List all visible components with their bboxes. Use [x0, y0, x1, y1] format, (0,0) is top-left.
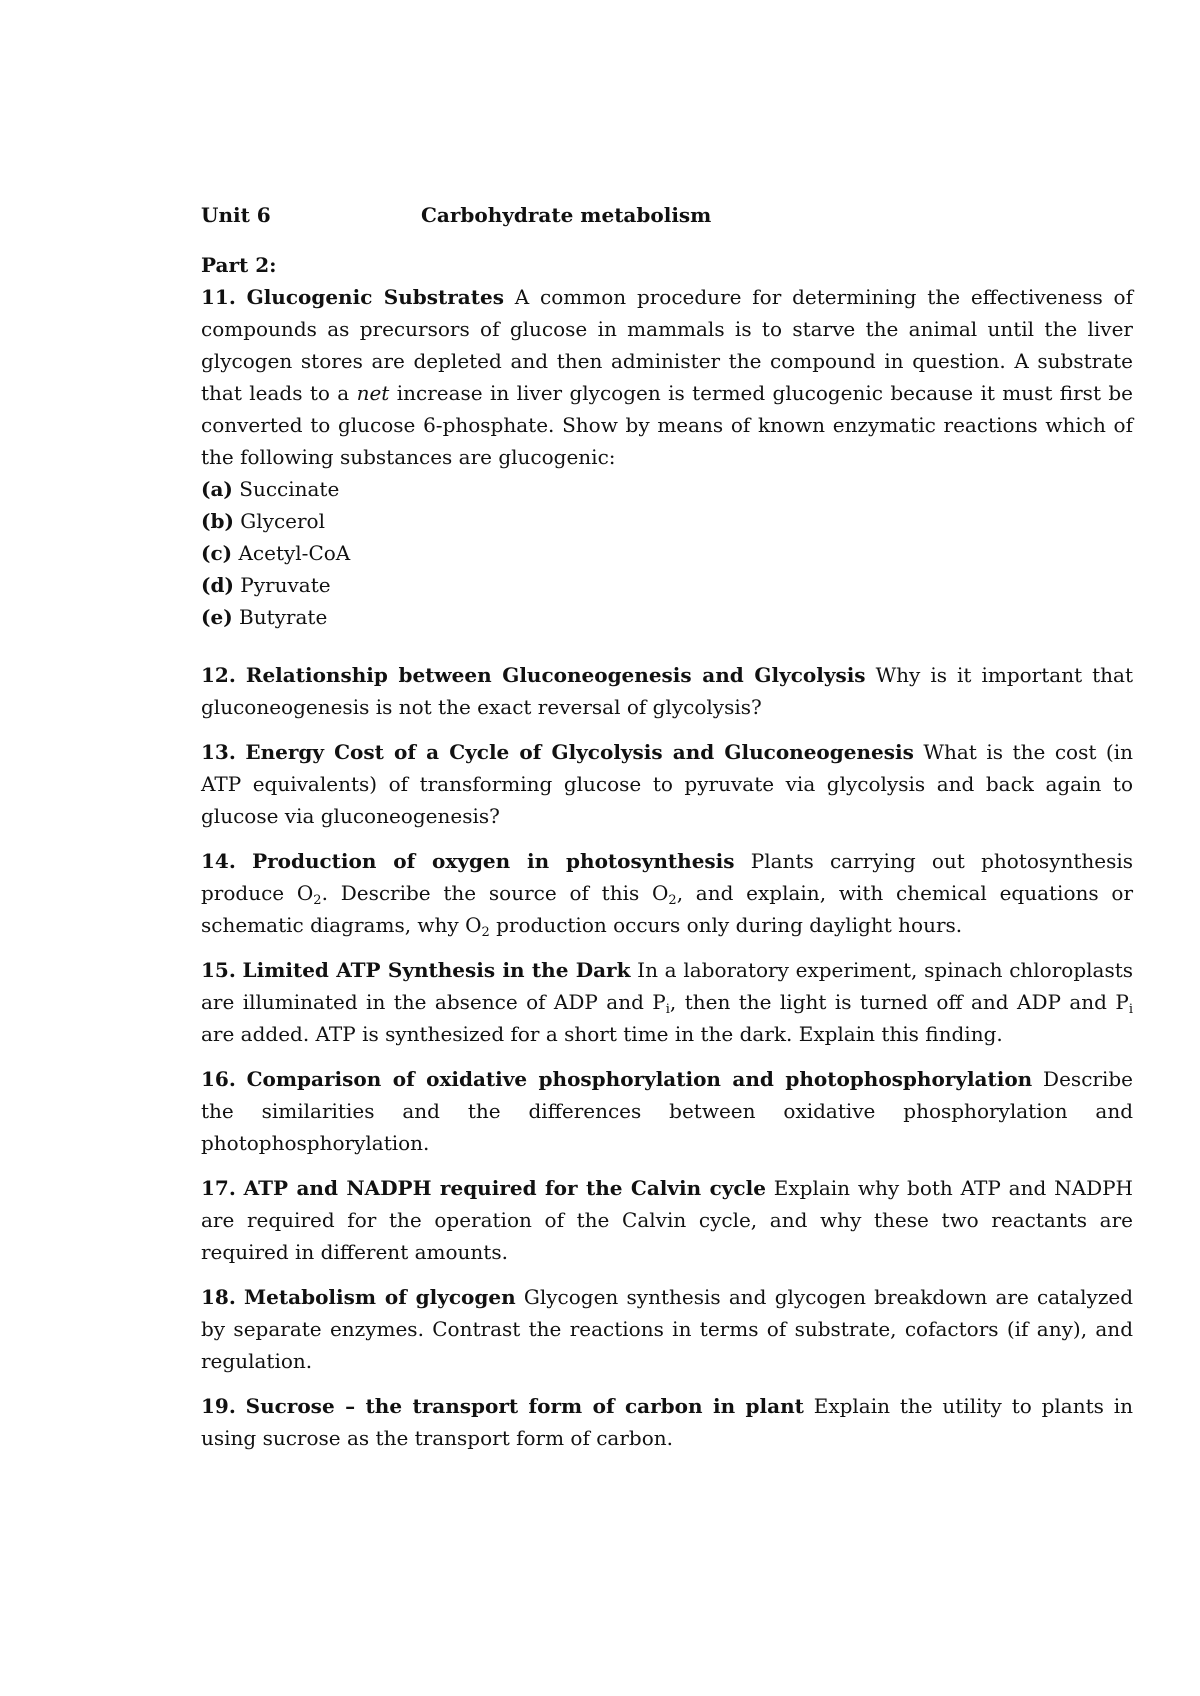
- question-14: [201, 845, 1133, 941]
- question-15-heading: Limited ATP Synthesis in the Dark: [242, 958, 631, 982]
- question-11-number: 11.: [201, 285, 236, 309]
- question-18-heading: Metabolism of glycogen: [244, 1285, 516, 1309]
- question-13-number: 13.: [201, 740, 236, 764]
- option-e-letter: (e): [201, 605, 233, 629]
- option-b-letter: (b): [201, 509, 234, 533]
- option-d-text: Pyruvate: [233, 573, 331, 597]
- unit-title: Carbohydrate metabolism: [421, 203, 712, 227]
- question-14-sub-2: 2: [668, 893, 677, 908]
- question-19-heading: Sucrose – the transport form of carbon in plant: [245, 1394, 804, 1418]
- question-12: [201, 659, 1133, 723]
- question-16-number: 16.: [201, 1067, 236, 1091]
- question-18-text: Glycogen synthesis and glycogen breakdown are catalyzed by separate enzymes. Contrast the reactions in terms of substrate, cofactors (if any), and regulation.: [201, 1285, 1134, 1373]
- question-14-sub-1: 2: [313, 893, 322, 908]
- question-15-text-a: In a laboratory experiment, spinach chloroplasts are illuminated in the absence of ADP and P: [201, 958, 1134, 1014]
- question-17: [201, 1172, 1133, 1268]
- option-a: [201, 473, 1133, 505]
- question-12-heading: Relationship between Gluconeogenesis and Glycolysis: [245, 663, 866, 687]
- question-19-text: Explain the utility to plants in using sucrose as the transport form of carbon.: [201, 1394, 1134, 1450]
- option-b-text: Glycerol: [233, 509, 325, 533]
- question-14-sub-3: 2: [481, 925, 490, 940]
- option-e: [201, 601, 1133, 633]
- question-14-text-d: production occurs only during daylight hours.: [489, 913, 963, 937]
- question-13-text: What is the cost (in ATP equivalents) of transforming glucose to pyruvate via glycolysis and back again to glucose via gluconeogenesis?: [201, 740, 1133, 828]
- document-page: [201, 199, 1133, 1454]
- question-11-text-b: increase in liver glycogen is termed glucogenic because it must first be converted to glucose 6-phosphate. Show by means of known enzymatic reactions which of the following substances are glucogenic:: [201, 381, 1133, 469]
- question-18-number: 18.: [201, 1285, 236, 1309]
- option-d-letter: (d): [201, 573, 234, 597]
- option-c-letter: (c): [201, 541, 233, 565]
- question-12-number: 12.: [201, 663, 236, 687]
- question-14-text-c: , and explain, with chemical equations or schematic diagrams, why O: [201, 881, 1133, 937]
- part-label: Part 2:: [201, 253, 277, 277]
- question-14-text-b: . Describe the source of this O: [321, 881, 669, 905]
- question-17-number: 17.: [201, 1176, 236, 1200]
- question-12-text: Why is it important that gluconeogenesis is not the exact reversal of glycolysis?: [201, 663, 1134, 719]
- question-11-options: [201, 473, 1133, 633]
- question-11-heading: Glucogenic Substrates: [246, 285, 504, 309]
- document-header: [201, 199, 1133, 231]
- option-a-letter: (a): [201, 477, 233, 501]
- unit-label: Unit 6: [201, 203, 271, 227]
- question-14-number: 14.: [201, 849, 236, 873]
- question-15-sub-1: i: [665, 1002, 670, 1017]
- question-15-text-c: are added. ATP is synthesized for a short time in the dark. Explain this finding.: [201, 1022, 1003, 1046]
- option-a-text: Succinate: [232, 477, 340, 501]
- question-16-text: Describe the similarities and the differences between oxidative phosphorylation and photophosphorylation.: [201, 1067, 1133, 1155]
- question-13: [201, 736, 1133, 832]
- question-19: [201, 1390, 1133, 1454]
- question-11-text-a: A common procedure for determining the effectiveness of compounds as precursors of glucose in mammals is to starve the animal until the liver glycogen stores are depleted and then administer the compound in question. A substrate that leads to a: [201, 285, 1133, 405]
- question-17-heading: ATP and NADPH required for the Calvin cycle: [243, 1176, 766, 1200]
- question-18: [201, 1281, 1133, 1377]
- question-11-text-italic: net: [356, 381, 390, 405]
- question-13-heading: Energy Cost of a Cycle of Glycolysis and Gluconeogenesis: [245, 740, 914, 764]
- option-d: [201, 569, 1133, 601]
- question-16: [201, 1063, 1133, 1159]
- option-b: [201, 505, 1133, 537]
- option-c-text: Acetyl-CoA: [232, 541, 351, 565]
- question-14-heading: Production of oxygen in photosynthesis: [252, 849, 735, 873]
- question-15-text-b: , then the light is turned off and ADP and P: [669, 990, 1129, 1014]
- question-15-number: 15.: [201, 958, 236, 982]
- option-c: [201, 537, 1133, 569]
- question-11: [201, 281, 1133, 473]
- question-17-text: Explain why both ATP and NADPH are required for the operation of the Calvin cycle, and why these two reactants are required in different amounts.: [201, 1176, 1134, 1264]
- option-e-text: Butyrate: [232, 605, 328, 629]
- question-15-sub-2: i: [1128, 1002, 1133, 1017]
- question-19-number: 19.: [201, 1394, 236, 1418]
- question-16-heading: Comparison of oxidative phosphorylation and photophosphorylation: [246, 1067, 1033, 1091]
- question-15: [201, 954, 1133, 1050]
- question-14-text-a: Plants carrying out photosynthesis produce O: [201, 849, 1134, 905]
